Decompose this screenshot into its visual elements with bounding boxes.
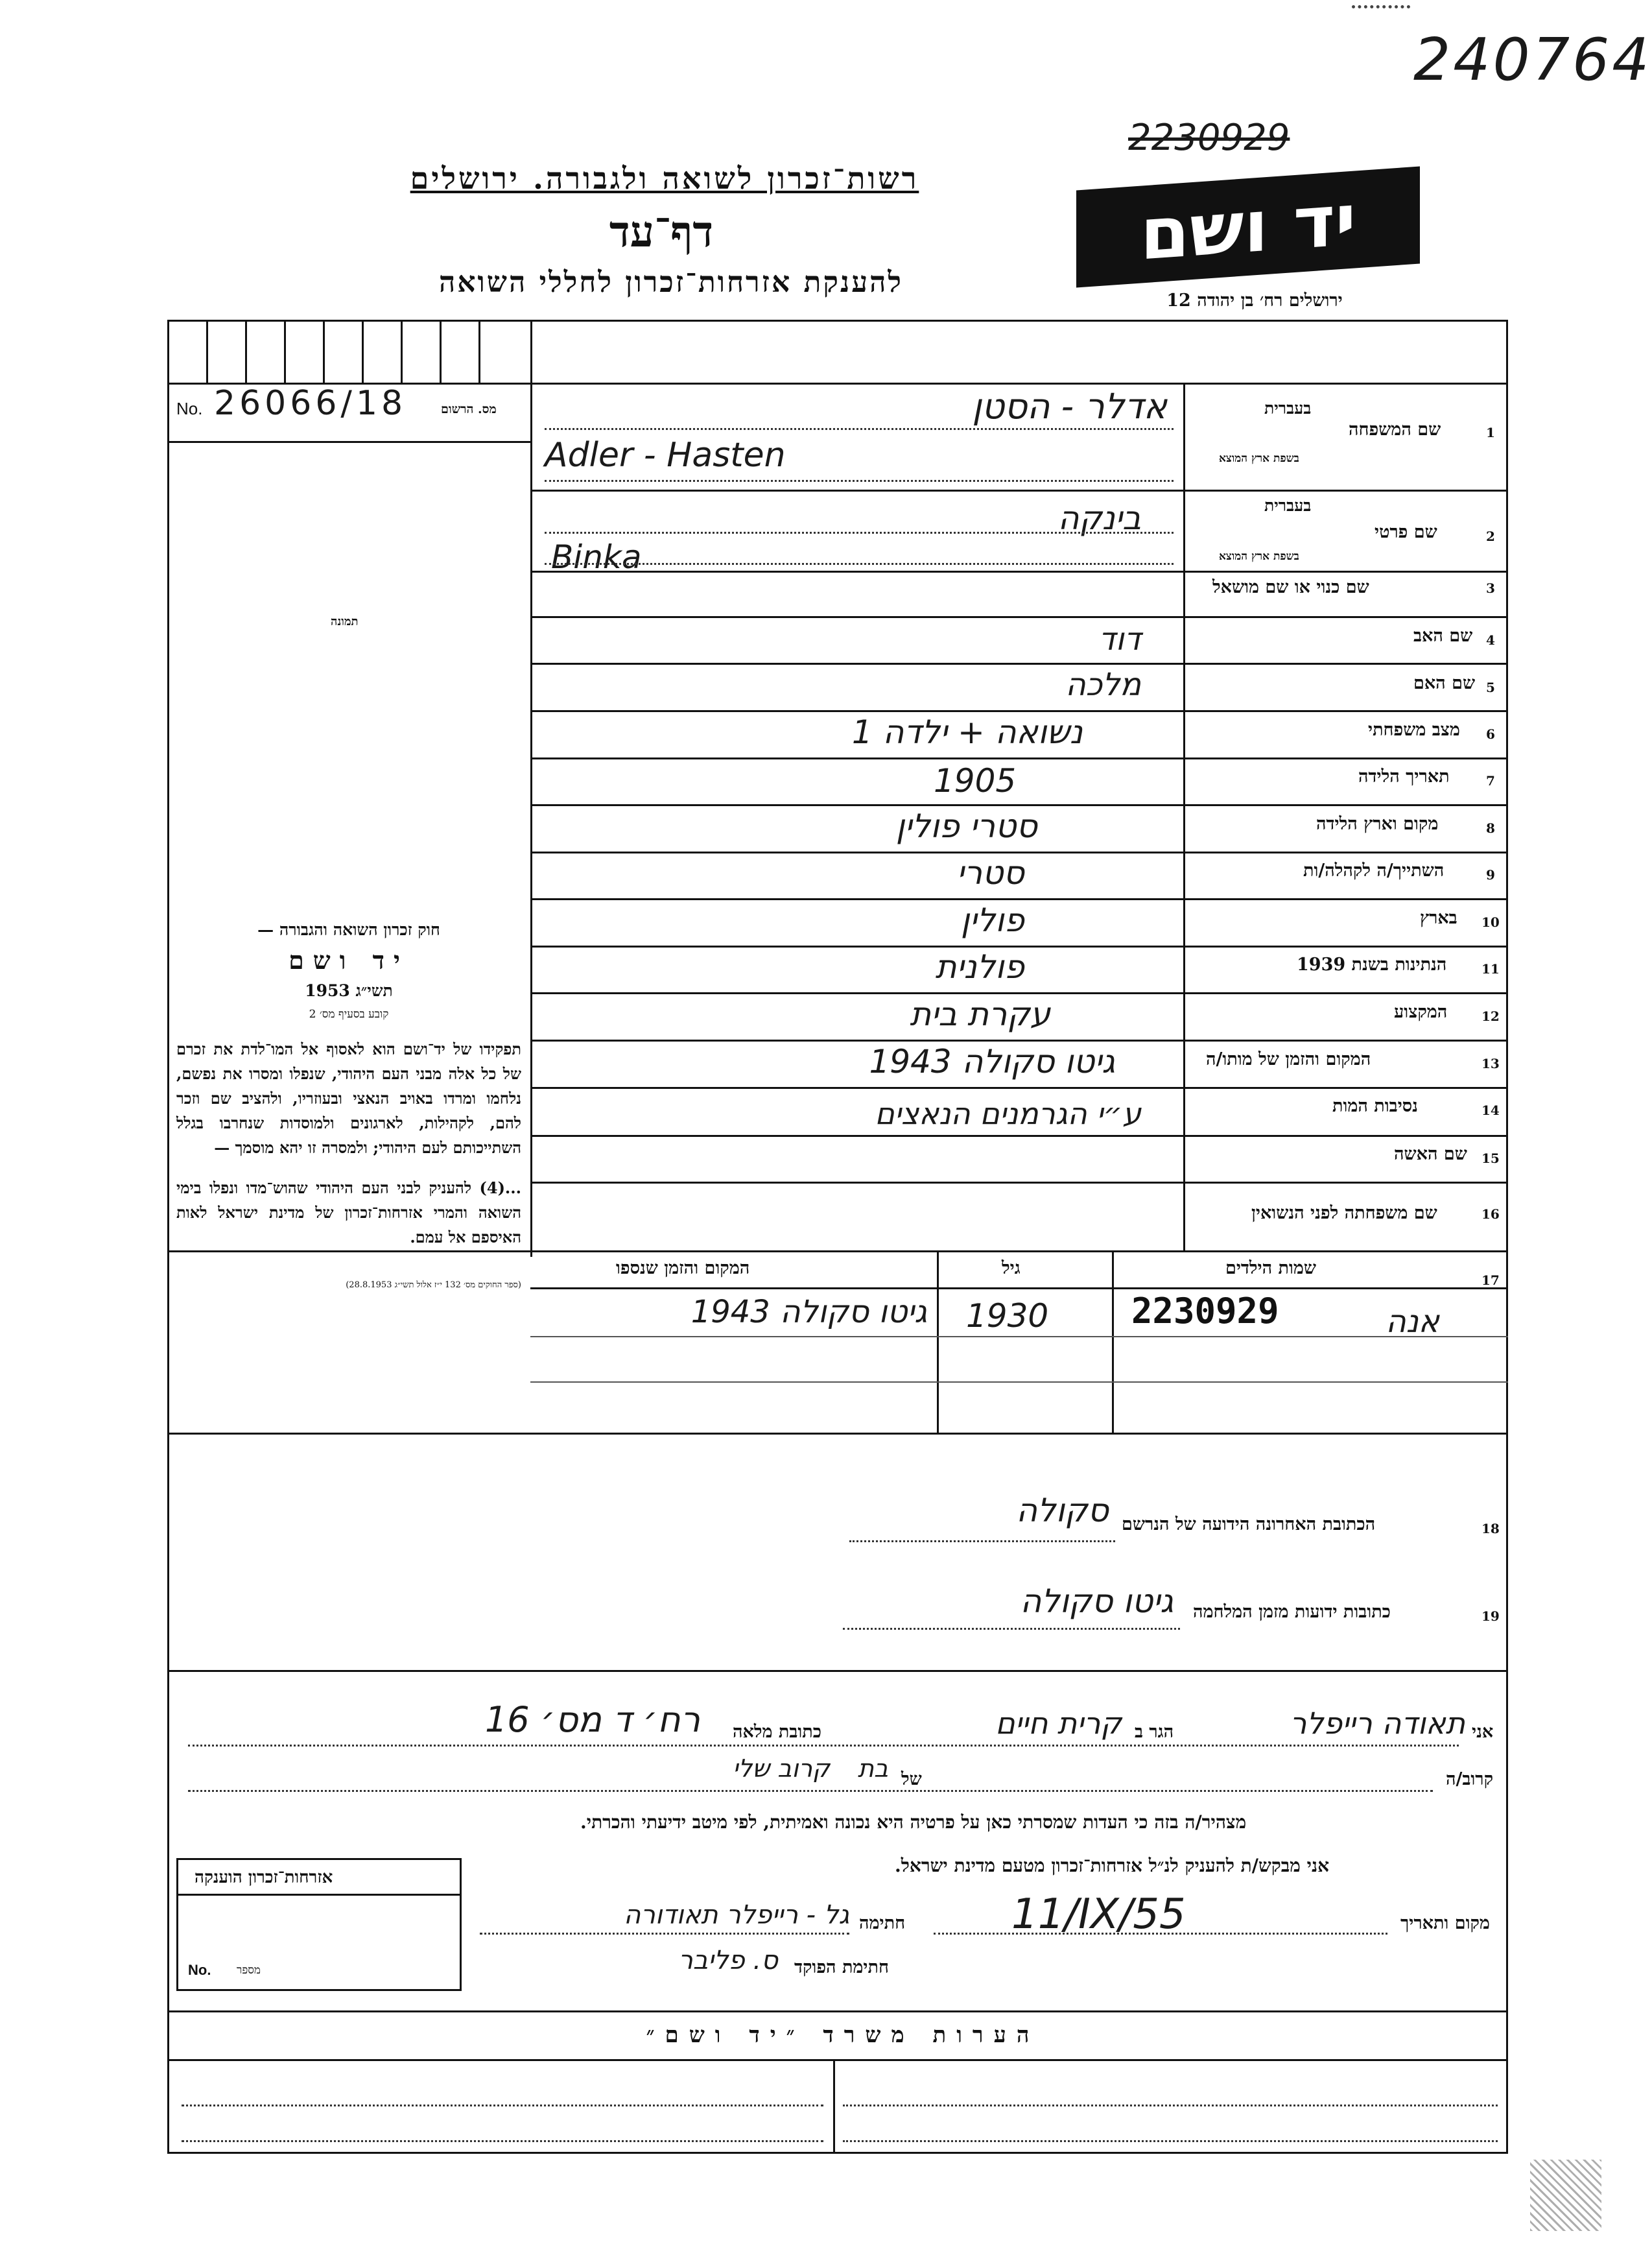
declaration-text: מצהיר/ה בזה כי העדות שמסרתי כאן על פרטיה היא נכונה ואמיתית, לפי מיטב ידיעתי והכרתי. (580, 1811, 1247, 1833)
strip-tick (440, 320, 442, 383)
field-label-wife: שם האשה (1394, 1144, 1467, 1164)
children-header-bottom (530, 1287, 1508, 1289)
field-number: 2 (1486, 529, 1495, 544)
field-number: 15 (1481, 1151, 1500, 1166)
row-line (530, 710, 1508, 712)
children-col-place: המקום והזמן שנספו (616, 1258, 750, 1278)
field-number: 4 (1486, 632, 1495, 648)
last-address-label: הכתובת האחרונה הידועה של הנרשם (1122, 1514, 1376, 1534)
registration-row-bottom (167, 441, 530, 443)
form-title: דף־עד (609, 206, 714, 257)
row-line (530, 804, 1508, 806)
dotted-line (182, 2105, 823, 2106)
field-label-mother: שם האם (1413, 673, 1476, 693)
remarks-col-divider (833, 2059, 835, 2154)
last-address-value: סקולה (1016, 1492, 1109, 1529)
registration-prefix: No. (176, 399, 203, 418)
authority-line: רשות־זכרון לשואה ולגבורה. ירושלים (410, 161, 919, 196)
logo-address: ירושלים רח׳ בן יהודה 12 (1166, 291, 1343, 311)
officer-label: חתימת הפוקד (794, 1957, 889, 1977)
field-value-circumstances: ע״י הגרמנים הנאצים (875, 1096, 1141, 1131)
field-sub-origin: בשפת ארץ המוצא (1219, 550, 1299, 563)
field-label-father: שם האב (1413, 626, 1473, 646)
dotted-line (545, 480, 1174, 482)
field-number: 12 (1481, 1008, 1500, 1024)
law-text-2: ...(4) להעניק לבני העם היהודי שהוש־מדו ונפלו בימי השואה והמרי אזרחות־זכרון של מדינת ישראל לאות האיספם אל עמם. (176, 1178, 521, 1246)
field-number: 5 (1486, 680, 1495, 695)
row-line (530, 1135, 1508, 1137)
field-label-death: המקום והזמן של מותו/ה (1206, 1049, 1371, 1069)
row-line (530, 616, 1508, 618)
dotted-line (843, 2140, 1498, 2142)
field-value-family-name-he: אדלר - הסטן (972, 386, 1167, 427)
field-value-death: גיטו סקולה 1943 (869, 1043, 1115, 1080)
field-label-citizenship: הנתינות בשנת 1939 (1297, 955, 1447, 975)
row-line (530, 852, 1508, 853)
archive-number: 240764 (1413, 26, 1652, 94)
dotted-line (480, 1933, 849, 1935)
field-sub-hebrew: בעברית (1264, 399, 1312, 418)
request-text: אני מבקש/ת להעניק לנ״ל אזרחות־זכרון מטעם מדינת ישראל. (895, 1855, 1330, 1876)
row-line (530, 1040, 1508, 1042)
dotted-line (934, 1933, 1387, 1935)
children-row-line (167, 1433, 1508, 1435)
left-col-divider (530, 320, 532, 1257)
field-label-birthplace: מקום וארץ הלידה (1316, 814, 1439, 834)
field-value-country: פולין (960, 901, 1024, 939)
strip-tick (401, 320, 403, 383)
field-value-birthplace: סטרי פולין (895, 807, 1037, 845)
dotted-line (849, 1540, 1115, 1542)
field-number: 3 (1486, 580, 1495, 596)
declarant-city: קרית חיים (995, 1706, 1122, 1741)
law-title: חוק זכרון השואה והגבורה — (257, 920, 440, 939)
war-address-value: גיטו סקולה (1020, 1582, 1174, 1620)
children-col-divider (937, 1252, 939, 1433)
signature-value: גל - רייפלר תאודורה (624, 1900, 849, 1930)
strip-tick (323, 320, 325, 383)
scan-artifact (1530, 2160, 1601, 2231)
field-value-citizenship: פולנית (935, 948, 1024, 986)
field-value-first-name-he: בינקה (1057, 499, 1141, 537)
field-number: 1 (1486, 425, 1495, 440)
crossed-number: 2230929 (1128, 117, 1290, 159)
field-label-nickname: שם כנוי או שם מושאל (1212, 577, 1369, 597)
strip-tick (284, 320, 286, 383)
dotted-line (188, 1790, 1433, 1792)
field-sub-origin: בשפת ארץ המוצא (1219, 452, 1299, 465)
child-place: גיטו סקולה 1943 (690, 1294, 927, 1330)
yad-vashem-logo (1076, 166, 1420, 287)
dotted-line (182, 2140, 823, 2142)
row-line (530, 571, 1508, 573)
row-line (530, 898, 1508, 900)
logo-text: יד ושם (1140, 178, 1356, 276)
field-value-marital: נשואה + ילדה 1 (851, 713, 1083, 751)
field-label-community: השתייך/ה לקהלה/ות (1303, 861, 1445, 881)
strip-tick (206, 320, 208, 383)
place-date-label: מקום ותאריך (1400, 1913, 1490, 1933)
relative-of-value: קרוב שלי (733, 1754, 830, 1783)
field-number: 8 (1486, 820, 1495, 836)
lives-in-label: הגר ב (1135, 1722, 1174, 1742)
field-value-mother: מלכה (1065, 667, 1141, 703)
field-number: 9 (1486, 867, 1495, 883)
children-col-age: גיל (1002, 1258, 1021, 1278)
field-label-marital: מצב משפחתי (1368, 720, 1460, 740)
certificate-title: אזרחות־זכרון הוענקה (195, 1868, 333, 1887)
child-name: אנה (1386, 1304, 1439, 1340)
relative-label: קרוב/ה (1446, 1769, 1494, 1789)
declarant-name: תאודה רייפלר (1290, 1706, 1465, 1741)
children-col-names: שמות הילדים (1225, 1258, 1317, 1278)
row-line (530, 663, 1508, 665)
field-label-first-name: שם פרטי (1375, 522, 1437, 542)
full-address-label: כתובת מלאה (733, 1722, 821, 1742)
strip-tick (362, 320, 364, 383)
dotted-line (843, 2105, 1498, 2106)
registration-number: 26066/18 (214, 384, 407, 423)
declarant-address: רח׳ ד מס׳ 16 (484, 1699, 700, 1740)
field-label-occupation: המקצוע (1394, 1002, 1448, 1022)
corner-dots (1352, 5, 1410, 21)
field-number: 13 (1481, 1056, 1500, 1071)
field-number: 16 (1481, 1206, 1500, 1222)
remarks-header-bottom (167, 2059, 1508, 2061)
field-number: 6 (1486, 726, 1495, 742)
field-number: 11 (1481, 961, 1500, 977)
photo-label: תמונה (331, 615, 359, 628)
field-number: 7 (1486, 773, 1495, 789)
children-row-line (530, 1381, 1508, 1383)
registration-label: מס. הרשום (441, 402, 497, 416)
row-line (530, 1182, 1508, 1184)
field-number: 19 (1481, 1608, 1500, 1624)
field-number: 10 (1481, 914, 1500, 930)
field-value-birthdate: 1905 (934, 762, 1017, 800)
field-number: 18 (1481, 1521, 1500, 1536)
certificate-box-divider (176, 1894, 462, 1896)
law-sidebar (176, 918, 521, 1297)
field-label-maiden-name: שם משפחתה לפני הנשואין (1251, 1203, 1437, 1223)
law-clause: קובע בסעיף מס׳ 2 (309, 1008, 389, 1021)
label-col-divider (1183, 383, 1185, 1250)
field-value-family-name-orig: Adler - Hasten (545, 436, 786, 475)
row-line (530, 490, 1508, 492)
field-value-first-name-orig: Binka (551, 538, 642, 576)
row-line (530, 1087, 1508, 1089)
remarks-title: הערות משרד ״יד ושם״ (646, 2022, 1040, 2048)
certificate-number-label: מספר (237, 1964, 261, 1977)
field-value-community: סטרי (956, 854, 1024, 892)
law-footnote: (ספר החוקים מס׳ 132 י״ז אלול תשי״ג 28.8.1953) (346, 1280, 521, 1290)
strip-tick (478, 320, 480, 383)
certificate-no: No. (188, 1962, 211, 1978)
field-value-occupation: עקרת בית (910, 996, 1050, 1033)
field-label-circumstances: נסיבות המות (1332, 1096, 1418, 1116)
strip-tick (245, 320, 247, 383)
dotted-line (188, 1745, 1459, 1747)
dotted-line (545, 563, 1174, 565)
law-text-1: תפקידו של יד־ושם הוא לאסוף אל המו־לדת את זכרם של כל אלה מבני העם היהודי, שנפלו ומסרו את נפשם, נלחמו ומרדו באויב הנאצי ובעוזריו, ולהציב שם וזכר להם, לקהילות, לארגונים ולמוסדות שנחרבו בגלל השתייכותם לעם היהודי; ולמסרה זו יהא מוסמך — (176, 1040, 521, 1157)
row-line (530, 992, 1508, 994)
relative-of-label: של (901, 1769, 922, 1789)
signature-label: חתימה (859, 1913, 906, 1933)
child-id-stamp: 2230929 (1131, 1291, 1279, 1331)
officer-signature: ס. פליבר (678, 1946, 778, 1975)
relative-value: בת (858, 1754, 888, 1783)
dotted-line (843, 1628, 1180, 1630)
place-date-value: 11/IX/55 (1011, 1890, 1186, 1938)
child-age: 1930 (966, 1297, 1049, 1335)
law-year: תשי״ג 1953 (305, 981, 393, 1000)
field-label-family-name: שם המשפחה (1349, 420, 1441, 440)
form-subtitle: להענקת אזרחות־זכרון לחללי השואה (438, 266, 903, 299)
section-divider (167, 1670, 1508, 1672)
row-line (530, 757, 1508, 759)
row-line (530, 946, 1508, 948)
declaration-ani: אני (1472, 1722, 1494, 1742)
field-number: 17 (1481, 1272, 1500, 1288)
field-label-country: בארץ (1420, 908, 1457, 928)
law-name: יד ושם (289, 946, 409, 975)
field-label-birthdate: תאריך הלידה (1358, 767, 1450, 787)
field-number: 14 (1481, 1103, 1500, 1118)
war-address-label: כתובות ידועות מזמן המלחמה (1193, 1602, 1391, 1622)
row-line (167, 1250, 1508, 1252)
dotted-line (545, 532, 1174, 534)
field-value-father: דוד (1098, 621, 1141, 658)
field-sub-hebrew: בעברית (1264, 496, 1312, 515)
dotted-line (545, 428, 1174, 430)
remarks-top (167, 2010, 1508, 2012)
children-col-divider (1112, 1252, 1114, 1433)
